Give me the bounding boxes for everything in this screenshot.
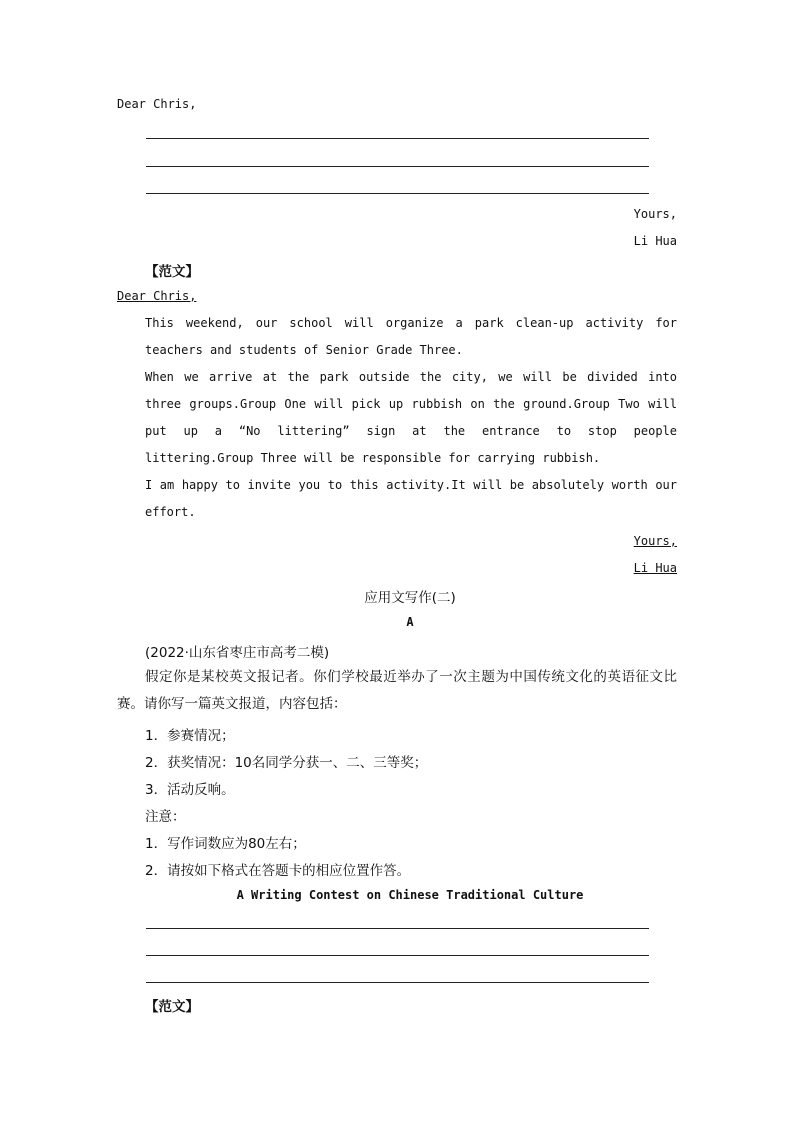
point-item: 1．参赛情况； bbox=[145, 728, 235, 744]
answer-line bbox=[146, 955, 649, 956]
sample-body bbox=[117, 310, 677, 526]
sample-signature: Li Hua bbox=[633, 561, 677, 575]
section-title: 应用文写作(二) bbox=[364, 590, 456, 606]
sample-salutation: Dear Chris, bbox=[117, 289, 197, 303]
point-item: 2．获奖情况：10名同学分获一、二、三等奖； bbox=[145, 755, 428, 771]
point-item: 3．活动反响。 bbox=[145, 782, 235, 798]
note-label: 注意： bbox=[145, 809, 186, 825]
answer-line bbox=[146, 982, 649, 983]
answer-line bbox=[146, 193, 649, 194]
sample-paragraph: When we arrive at the park outside the city, we will be divided into three groups.Group One will pick up rubbish on the ground.Group Two will put up a “No littering” sign at the entrance to stop people littering.Group Three will be responsible for carrying rubbish. bbox=[145, 370, 677, 465]
essay-title: A Writing Contest on Chinese Traditional Culture bbox=[236, 888, 584, 902]
section-part: A bbox=[406, 615, 414, 629]
note-item: 2．请按如下格式在答题卡的相应位置作答。 bbox=[145, 863, 411, 879]
sample-paragraph: I am happy to invite you to this activity.It will be absolutely worth our effort. bbox=[145, 478, 677, 519]
letter-salutation: Dear Chris, bbox=[117, 97, 197, 111]
question-source: (2022·山东省枣庄市高考二模) bbox=[145, 645, 330, 661]
answer-line bbox=[146, 138, 649, 139]
note-item: 1．写作词数应为80左右； bbox=[145, 836, 306, 852]
letter-closing: Yours, bbox=[633, 207, 677, 221]
question-prompt: 假定你是某校英文报记者。你们学校最近举办了一次主题为中国传统文化的英语征文比赛。请你写一篇英文报道，内容包括： bbox=[117, 669, 677, 712]
answer-line bbox=[146, 928, 649, 929]
sample-label: 【范文】 bbox=[145, 999, 199, 1015]
sample-closing: Yours, bbox=[633, 534, 677, 548]
sample-label: 【范文】 bbox=[145, 264, 199, 280]
sample-paragraph: This weekend, our school will organize a park clean-up activity for teachers and students of Senior Grade Three. bbox=[145, 316, 677, 357]
answer-line bbox=[146, 166, 649, 167]
letter-signature: Li Hua bbox=[633, 234, 677, 248]
